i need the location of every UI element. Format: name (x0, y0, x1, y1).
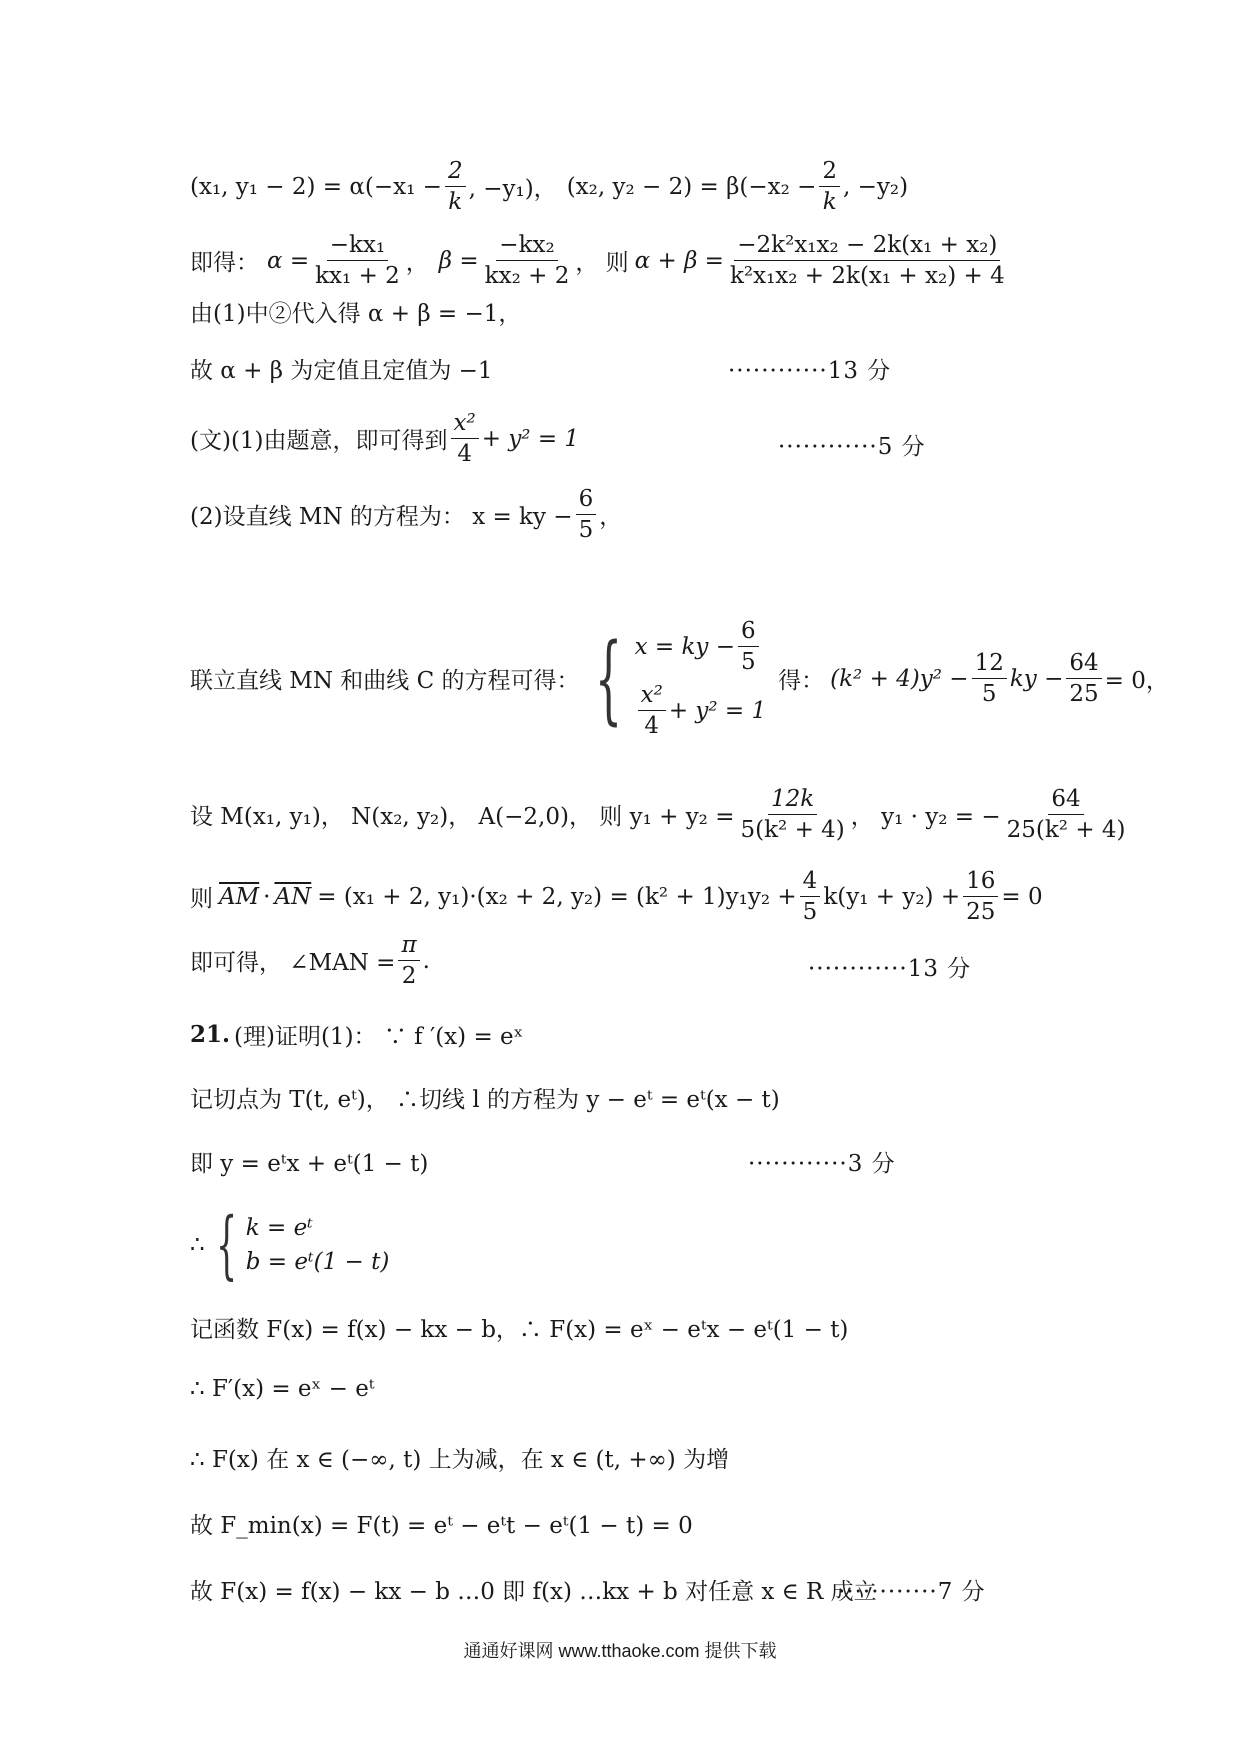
parameter-system (190, 1202, 401, 1288)
fraction-numerator: −2k²x₁x₂ − 2k(x₁ + x₂) (734, 232, 1000, 261)
line-prefix: 设 M(x₁, y₁)， N(x₂, y₂)， A(−2,0)， 则 y₁ + y₂ = (190, 804, 735, 831)
line-text: ∴ F′(x) = eˣ − eᵗ (190, 1376, 375, 1402)
system-row-2 (635, 682, 767, 740)
line-text: 故 α + β 为定值且定值为 −1 (190, 358, 493, 384)
line-prefix: 则 (190, 886, 213, 913)
text-line-9 (190, 868, 1043, 926)
fraction-numerator: 12k (768, 786, 817, 815)
score-mark: ············5 分 (778, 434, 926, 460)
line-suffix: ， (599, 504, 623, 531)
fraction-denominator: 4 (457, 441, 472, 468)
line-prefix: (2)设直线 MN 的方程为： x = ky − (190, 504, 573, 531)
line-suffix: + y² = 1 (481, 425, 580, 452)
fraction-numerator: 6 (738, 618, 759, 647)
line-prefix: 联立直线 MN 和曲线 C 的方程可得： (190, 668, 580, 695)
text-line-13 (190, 1145, 428, 1178)
fraction (819, 158, 840, 216)
alpha-label: α = (267, 247, 310, 274)
text-line-19 (190, 1573, 877, 1606)
fraction (638, 682, 666, 740)
score-mark: ············13 分 (808, 956, 972, 982)
fraction (1004, 786, 1129, 844)
fraction-numerator: 16 (963, 868, 998, 897)
text-line-12 (190, 1081, 780, 1114)
fraction (800, 868, 821, 926)
line-text: 故 F(x) = f(x) − kx − b …0 即 f(x) …kx + b 对任意 x ∈ R 成立 (190, 1579, 877, 1605)
text-line-15 (190, 1311, 848, 1344)
text-line-10 (190, 932, 430, 990)
system-row-1 (635, 618, 767, 676)
line-mid: ， y₁ · y₂ = − (850, 804, 1001, 831)
score-mark: ············3 分 (748, 1151, 896, 1177)
separator: ， 则 (575, 250, 629, 277)
problem-number: 21. (190, 1021, 231, 1048)
therefore-symbol: ∴ (190, 1232, 205, 1258)
fraction-numerator: 64 (1066, 650, 1101, 679)
fraction-numerator: 2 (445, 158, 466, 187)
vector-am: $\overline{AM}$ (219, 883, 260, 910)
separator: ， (405, 250, 429, 277)
line-suffix: . (422, 947, 430, 974)
text-line-17 (190, 1441, 729, 1474)
fraction-denominator: k (822, 189, 837, 216)
alpha-fraction (312, 232, 403, 290)
left-brace: { (215, 1202, 237, 1288)
fraction (445, 158, 466, 216)
line-prefix: 即可得， ∠MAN = (190, 950, 396, 977)
fraction-denominator: k (448, 189, 463, 216)
fraction-numerator: 2 (819, 158, 840, 187)
system-eq-1: x = ky − (634, 633, 735, 660)
fraction (576, 486, 597, 544)
fraction-denominator: kx₂ + 2 (484, 263, 570, 290)
line-prefix: (文)(1)由题意，即可得到 (190, 428, 448, 455)
fraction (1066, 650, 1101, 708)
fraction-denominator: 5 (578, 517, 594, 544)
equation-system (246, 1215, 390, 1275)
score-mark: ············13 分 (728, 358, 892, 384)
fraction-denominator: 5 (802, 899, 818, 926)
fraction-denominator: kx₁ + 2 (315, 263, 400, 290)
fraction-numerator: −kx₂ (496, 232, 557, 261)
beta-label: β = (438, 247, 479, 274)
fraction-denominator: 5 (981, 681, 997, 708)
text-line-5 (190, 410, 579, 468)
equation-system (635, 618, 767, 740)
quadratic-part-1: (k² + 4)y² − (830, 665, 969, 692)
fraction-numerator: x² (638, 682, 666, 711)
fraction-numerator: 12 (972, 650, 1007, 679)
line-text: 记切点为 T(t, eᵗ)， ∴切线 l 的方程为 y − eᵗ = eᵗ(x − t) (190, 1087, 780, 1113)
line-text: 记函数 F(x) = f(x) − kx − b，∴ F(x) = eˣ − eᵗx − eᵗ(1 − t) (190, 1317, 849, 1343)
sum-label: α + β = (634, 247, 724, 274)
fraction (398, 932, 419, 990)
fraction-numerator: 6 (576, 486, 597, 515)
fraction-denominator: 5 (741, 649, 756, 676)
text-line-3 (190, 295, 521, 328)
fraction-numerator: 4 (800, 868, 821, 897)
text-line-4 (190, 352, 493, 385)
equation-system-line (190, 618, 1169, 740)
fraction-denominator: 5(k² + 4) (740, 817, 845, 844)
eq-beta-vector: (x₂, y₂ − 2) = β(−x₂ − (566, 173, 817, 200)
text-line-18 (190, 1507, 693, 1540)
eq-beta-end: , −y₂) (843, 173, 909, 200)
fraction-numerator: π (398, 932, 419, 961)
text-line-6 (190, 486, 622, 544)
eq-alpha-end: , −y₁)， (468, 176, 557, 203)
expansion-part-3: = 0 (1001, 883, 1043, 910)
page-footer: 通通好课网 www.tthaoke.com 提供下载 (463, 1641, 777, 1661)
fraction (963, 868, 998, 926)
fraction-numerator: −kx₁ (327, 232, 388, 261)
quadratic-part-2: ky − (1009, 665, 1064, 692)
equation-line-2 (190, 232, 1011, 290)
dot-operator: · (263, 883, 271, 910)
expansion-part-1: = (x₁ + 2, y₁)·(x₂ + 2, y₂) = (k² + 1)y₁y₂ + (317, 883, 797, 910)
beta-fraction (482, 232, 573, 290)
system-row-1: k = eᵗ (245, 1215, 313, 1241)
result-label: 得： (778, 668, 825, 695)
left-brace: { (594, 622, 622, 735)
vector-an: $\overline{AN}$ (274, 883, 312, 910)
fraction-numerator: x² (451, 410, 479, 439)
fraction-numerator: 64 (1048, 786, 1083, 815)
problem-21-header (190, 1018, 523, 1051)
expansion-part-2: k(y₁ + y₂) + (823, 883, 961, 910)
sum-fraction (727, 232, 1008, 290)
equation-line-1 (190, 158, 908, 216)
fraction-denominator: 25(k² + 4) (1006, 817, 1126, 844)
text-line-16 (190, 1376, 374, 1402)
line-text: (理)证明(1)： ∵ f ′(x) = eˣ (234, 1024, 524, 1050)
line-text: 即 y = eᵗx + eᵗ(1 − t) (190, 1151, 429, 1177)
fraction-denominator: 25 (1069, 681, 1099, 708)
text-line-8 (190, 786, 1132, 844)
score-mark: ············7 分 (838, 1579, 986, 1605)
fraction-denominator: k²x₁x₂ + 2k(x₁ + x₂) + 4 (729, 263, 1005, 290)
fraction (451, 410, 479, 468)
line-text: ∴ F(x) 在 x ∈ (−∞, t) 上为减，在 x ∈ (t, +∞) 为增 (190, 1447, 730, 1473)
fraction-denominator: 25 (966, 899, 996, 926)
quadratic-part-3: = 0， (1104, 668, 1169, 695)
system-row-2: b = eᵗ(1 − t) (245, 1249, 390, 1275)
line-text: 由(1)中②代入得 α + β = −1， (190, 301, 522, 327)
fraction (738, 618, 759, 676)
fraction (972, 650, 1007, 708)
fraction-denominator: 2 (401, 963, 417, 990)
system-eq-2: + y² = 1 (668, 697, 767, 724)
eq-alpha-vector: (x₁, y₁ − 2) = α(−x₁ − (190, 173, 442, 200)
fraction (738, 786, 848, 844)
fraction-denominator: 4 (644, 713, 660, 740)
line-prefix: 即得： (190, 250, 259, 277)
line-text: 故 F_min(x) = F(t) = eᵗ − eᵗt − eᵗ(1 − t) = 0 (190, 1513, 693, 1539)
